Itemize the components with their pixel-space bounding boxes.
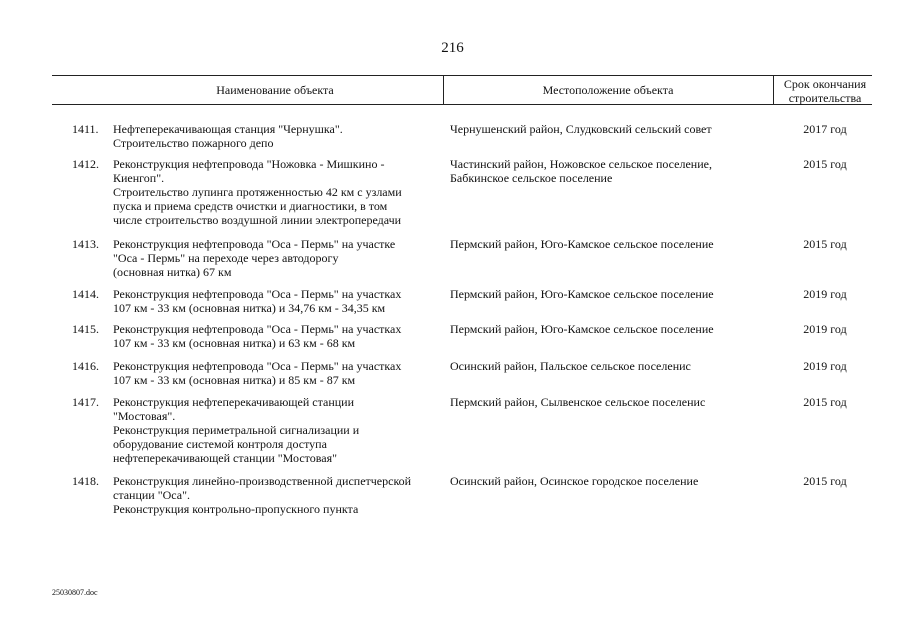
row-location: Частинский район, Ножовское сельское поселение, Бабкинское сельское поселение bbox=[450, 157, 712, 185]
row-name: Реконструкция нефтеперекачивающей станции "Мостовая". Реконструкция периметральной сигнализации и оборудование системой контроля доступа нефтеперекачивающей станции "Мостовая" bbox=[113, 395, 360, 465]
row-number: 1414. bbox=[72, 287, 99, 301]
row-term: 2019 год bbox=[803, 359, 847, 373]
row-location: Пермский район, Сылвенское сельское поселенис bbox=[450, 395, 706, 409]
row-term: 2015 год bbox=[803, 237, 847, 251]
row-number: 1411. bbox=[72, 122, 99, 136]
page-number: 216 bbox=[441, 40, 464, 56]
row-name: Реконструкция нефтепровода "Оса - Пермь" на участках 107 км - 33 км (основная нитка) и 85 км - 87 км bbox=[113, 359, 402, 387]
row-number: 1412. bbox=[72, 157, 99, 171]
row-term: 2015 год bbox=[803, 395, 847, 409]
column-header-location: Местоположение объекта bbox=[542, 83, 674, 97]
row-name: Реконструкция нефтепровода "Ножовка - Мишкино - Киенгоп". Строительство лупинга протяженностью 42 км с узлами пуска и приема средств очистки и диагностики, в том числе строительство воздушной линии электропередачи bbox=[113, 157, 402, 227]
column-header-term: Срок окончания строительства bbox=[783, 77, 867, 105]
row-location: Пермский район, Юго-Камское сельское поселение bbox=[450, 322, 714, 336]
row-name: Реконструкция нефтепровода "Оса - Пермь" на участке "Оса - Пермь" на переходе через автодорогу (основная нитка) 67 км bbox=[113, 237, 396, 279]
row-location: Чернушенский район, Слудковский сельский совет bbox=[450, 122, 712, 136]
footer-file-name: 25030807.doc bbox=[52, 588, 98, 597]
table-header-bottom-rule bbox=[52, 104, 872, 105]
row-name: Реконструкция нефтепровода "Оса - Пермь" на участках 107 км - 33 км (основная нитка) и 63 км - 68 км bbox=[113, 322, 402, 350]
row-location: Осинский район, Пальское сельское поселенис bbox=[450, 359, 691, 373]
header-divider-2 bbox=[773, 75, 774, 104]
table-header-top-rule bbox=[52, 75, 872, 76]
row-location: Пермский район, Юго-Камское сельское поселение bbox=[450, 287, 714, 301]
row-name: Реконструкция нефтепровода "Оса - Пермь" на участках 107 км - 33 км (основная нитка) и 34,76 км - 34,35 км bbox=[113, 287, 402, 315]
row-location: Осинский район, Осинское городское поселение bbox=[450, 474, 699, 488]
row-number: 1413. bbox=[72, 237, 99, 251]
row-number: 1417. bbox=[72, 395, 99, 409]
row-number: 1418. bbox=[72, 474, 99, 488]
row-term: 2015 год bbox=[803, 474, 847, 488]
row-term: 2019 год bbox=[803, 322, 847, 336]
column-header-name: Наименование объекта bbox=[216, 83, 334, 97]
row-location: Пермский район, Юго-Камское сельское поселение bbox=[450, 237, 714, 251]
row-number: 1415. bbox=[72, 322, 99, 336]
row-name: Реконструкция линейно-производственной диспетчерской станции "Оса". Реконструкция контрольно-пропускного пункта bbox=[113, 474, 412, 516]
row-term: 2019 год bbox=[803, 287, 847, 301]
row-number: 1416. bbox=[72, 359, 99, 373]
row-name: Нефтеперекачивающая станция "Чернушка". Строительство пожарного депо bbox=[113, 122, 343, 150]
row-term: 2017 год bbox=[803, 122, 847, 136]
row-term: 2015 год bbox=[803, 157, 847, 171]
